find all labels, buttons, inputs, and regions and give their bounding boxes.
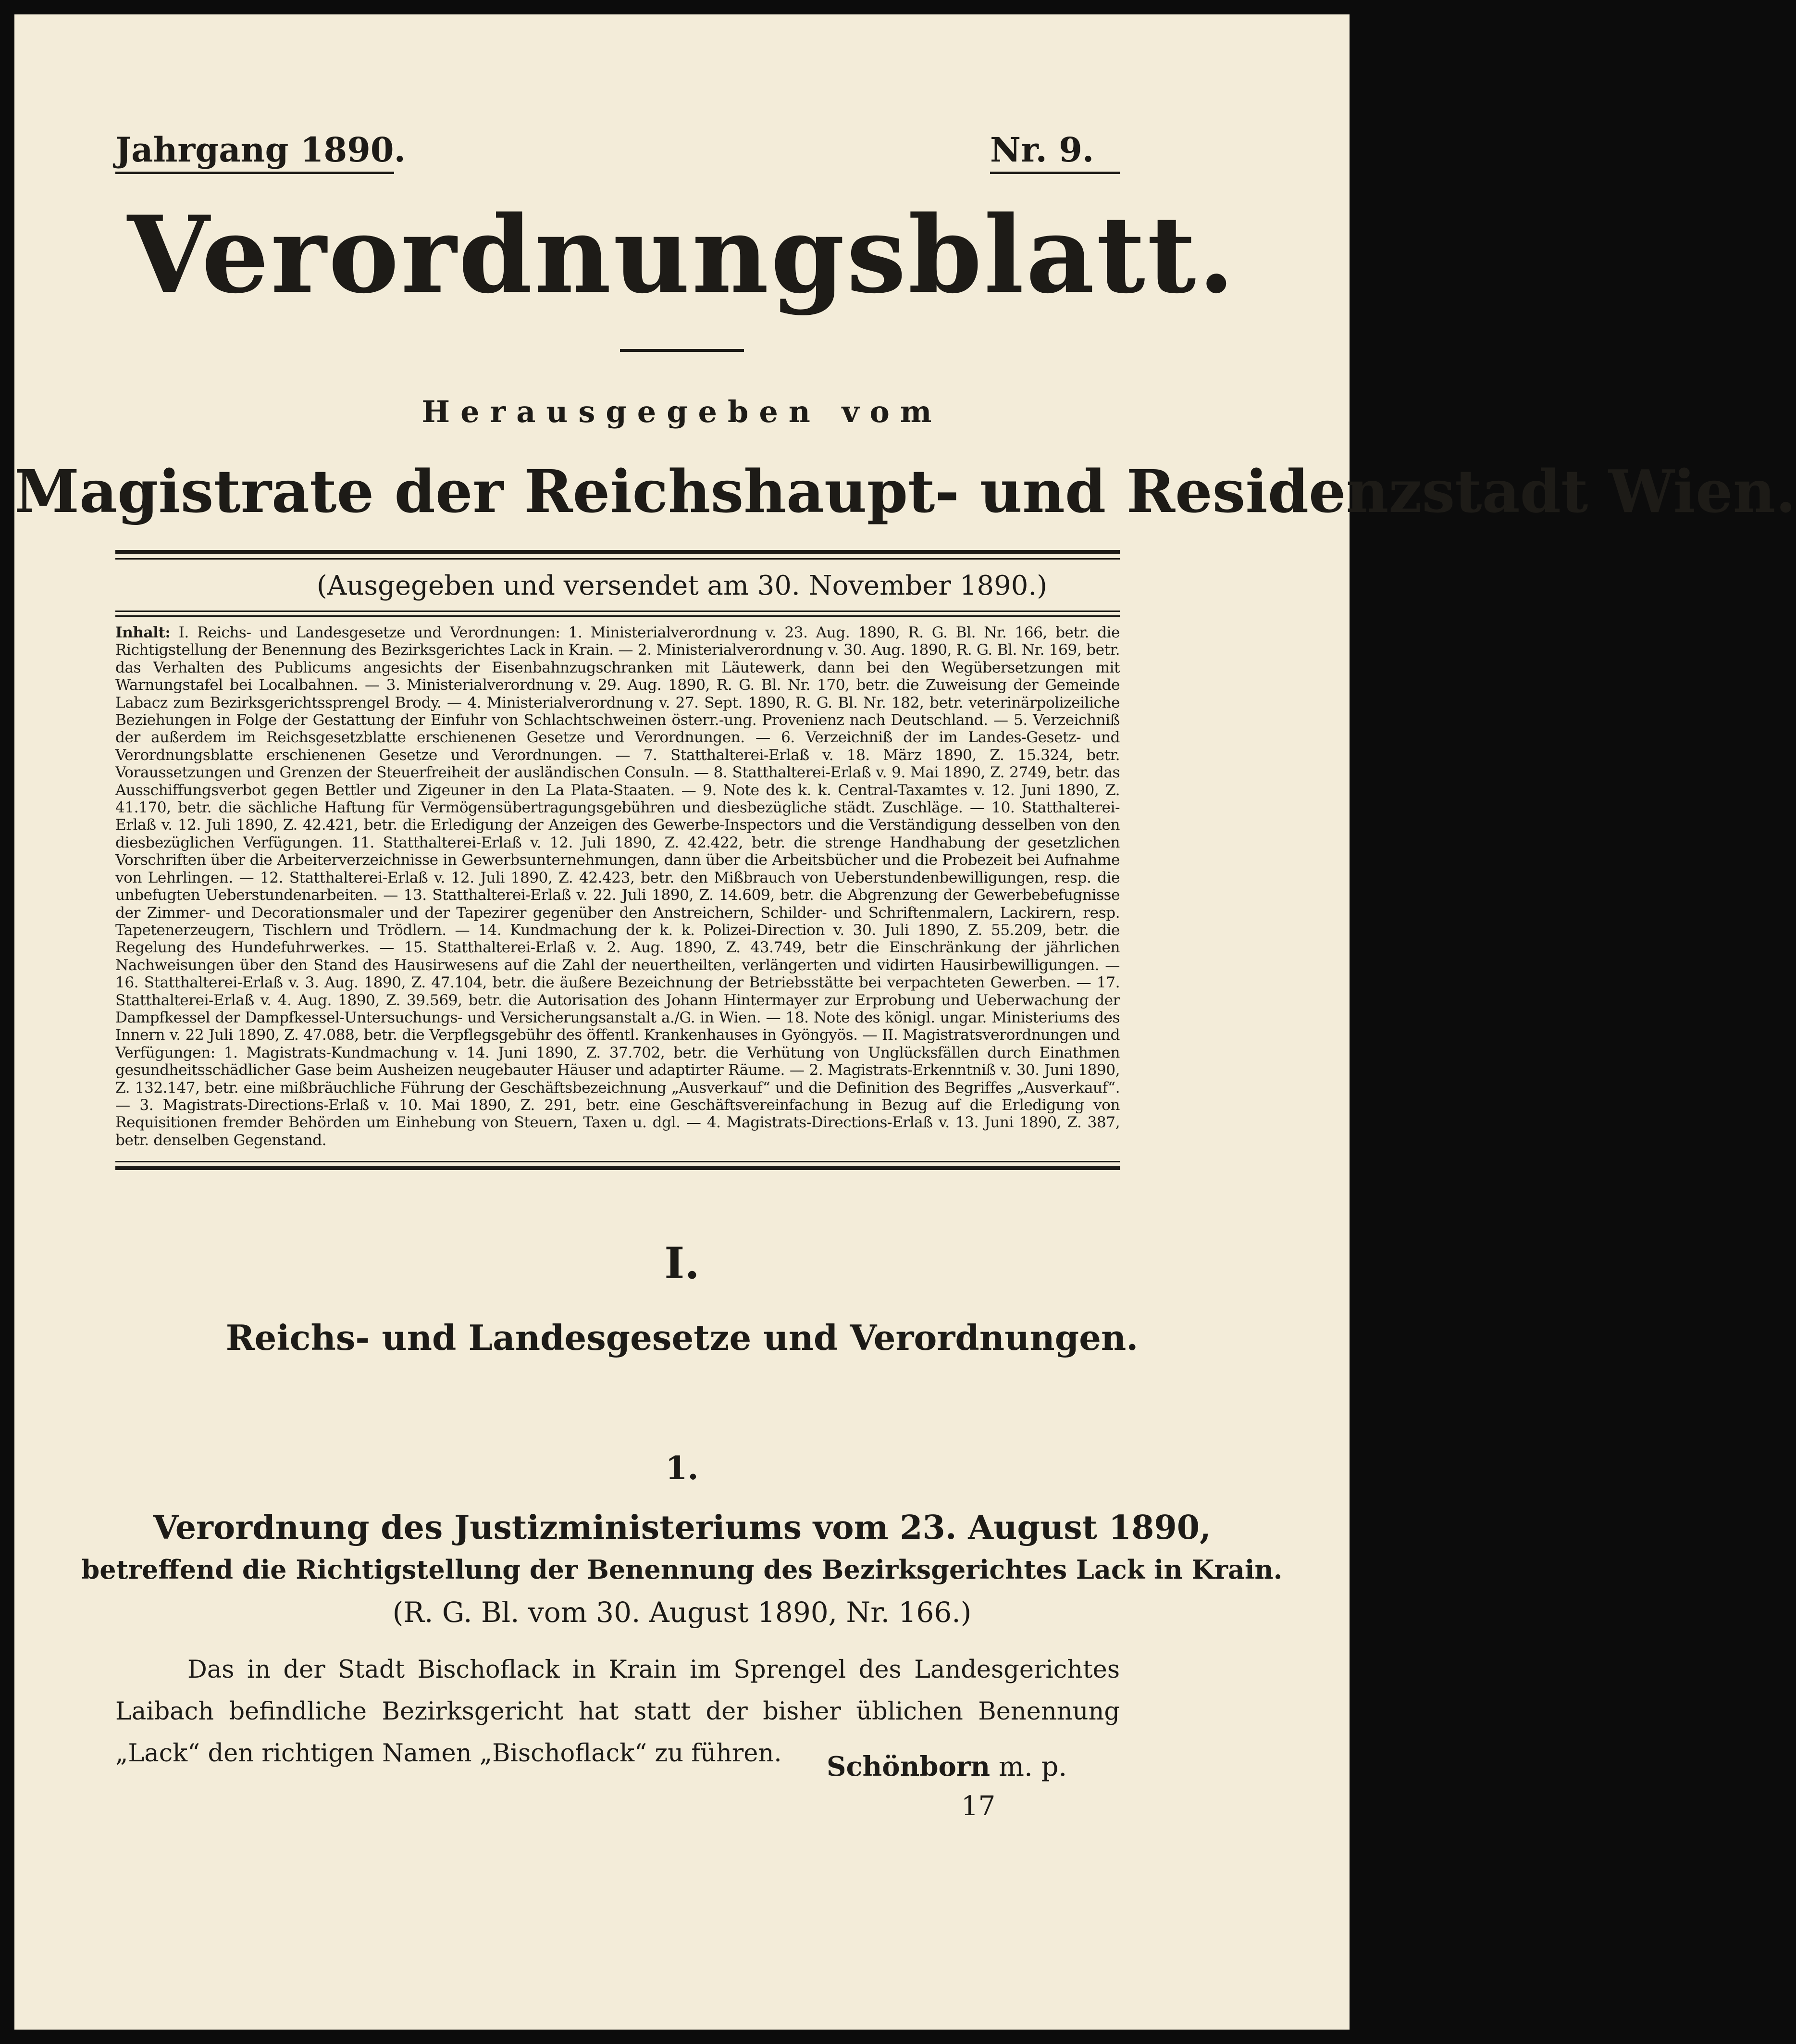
table-of-contents: [115, 624, 1120, 1153]
rule-top-thin: [115, 558, 1120, 560]
issue-number: Nr. 9.: [990, 130, 1120, 174]
ordinance-title: Verordnung des Justizministeriums vom 23. August 1890,: [153, 1508, 1211, 1547]
magistrate-name: Magistrate der Reichshaupt- und Residenzstadt Wien.: [14, 457, 1796, 526]
section-title: Reichs- und Landesgesetze und Verordnungen.: [225, 1317, 1139, 1358]
ordinance-number: 1.: [665, 1449, 699, 1487]
ordinance-reference: (R. G. Bl. vom 30. August 1890, Nr. 166.): [392, 1596, 972, 1629]
signature: [827, 1751, 1067, 1782]
contents-text: I. Reichs- und Landesgesetze und Verordnungen: 1. Ministerialverordnung v. 23. Aug. 1890, R. G. Bl. Nr. 166, betr. die Richtigstellung der Benennung des Bezirksgerichtes Lack in Krain. — 2. Ministerialverordnung v. 30. Aug. 1890, R. G. Bl. Nr. 169, betr. das Verhalten des Publicums angesichts der Eisenbahnzugschranken mit Läutewerk, dann bei den Wegübersetzungen mit Warnungstafel bei Localbahnen. — 3. Ministerialverordnung v. 29. Aug. 1890, R. G. Bl. Nr. 170, betr. die Zuweisung der Gemeinde Labacz zum Bezirksgerichtssprengel Brody. — 4. Ministerialverordnung v. 27. Sept. 1890, R. G. Bl. Nr. 182, betr. veterinärpolizeiliche Beziehungen in Folge der Gestattung der Einfuhr von Schlachtschweinen österr.-ung. Provenienz nach Deutschland. — 5. Verzeichniß der außerdem im Reichsgesetzblatte erschienenen Gesetze und Verordnungen. — 6. Verzeichniß der im Landes-Gesetz- und Verordnungsblatte erschienenen Gesetze und Verordnungen. — 7. Statthalterei-Erlaß v. 18. März 1890, Z. 15.324, betr. Voraussetzungen und Grenzen der Steuerfreiheit der ausländischen Consuln. — 8. Statthalterei-Erlaß v. 9. Mai 1890, Z. 2749, betr. das Ausschiffungsverbot gegen Bettler und Zigeuner in den La Plata-Staaten. — 9. Note des k. k. Central-Taxamtes v. 12. Juni 1890, Z. 41.170, betr. die sächliche Haftung für Vermögensübertragungsgebühren und diesbezügliche städt. Zuschläge. — 10. Statthalterei-Erlaß v. 12. Juli 1890, Z. 42.421, betr. die Erledigung der Anzeigen des Gewerbe-Inspectors und die Verständigung desselben von den diesbezüglichen Verfügungen. 11. Statthalterei-Erlaß v. 12. Juli 1890, Z. 42.422, betr. die strenge Handhabung der gesetzlichen Vorschriften über die Arbeiterverzeichnisse in Gewerbsunternehmungen, dann über die Arbeitsbücher und die Probezeit bei Aufnahme von Lehrlingen. — 12. Statthalterei-Erlaß v. 12. Juli 1890, Z. 42.423, betr. den Mißbrauch von Ueberstundenbewilligungen, resp. die unbefugten Ueberstundenarbeiten. — 13. Statthalterei-Erlaß v. 22. Juli 1890, Z. 14.609, betr. die Abgrenzung der Gewerbebefugnisse der Zimmer- und Decorationsmaler und der Tapezirer gegenüber den Anstreichern, Schilder- und Schriftenmalern, Lackirern, resp. Tapetenerzeugern, Tischlern und Trödlern. — 14. Kundmachung der k. k. Polizei-Direction v. 30. Juli 1890, Z. 55.209, betr. die Regelung des Hundefuhrwerkes. — 15. Statthalterei-Erlaß v. 2. Aug. 1890, Z. 43.749, betr die Einschränkung der jährlichen Nachweisungen über den Stand des Hausirwesens auf die Zahl der neuertheilten, verlängerten und vidirten Hausirbewilligungen. — 16. Statthalterei-Erlaß v. 3. Aug. 1890, Z. 47.104, betr. die äußere Bezeichnung der Betriebsstätte bei verpachteten Gewerben. — 17. Statthalterei-Erlaß v. 4. Aug. 1890, Z. 39.569, betr. die Autorisation des Johann Hintermayer zur Erprobung und Ueberwachung der Dampfkessel der Dampfkessel-Untersuchungs- und Versicherungsanstalt a./G. in Wien. — 18. Note des königl. ungar. Ministeriums des Innern v. 22 Juli 1890, Z. 47.088, betr. die Verpflegsgebühr des öffentl. Krankenhauses in Gyöngyös. — II. Magistratsverordnungen und Verfügungen: 1. Magistrats-Kundmachung v. 14. Juni 1890, Z. 37.702, betr. die Verhütung von Unglücksfällen durch Einathmen gesundheitsschädlicher Gase beim Ausheizen neugebauter Häuser und adaptirter Räume. — 2. Magistrats-Erkenntniß v. 30. Juni 1890, Z. 132.147, betr. eine mißbräuchliche Führung der Geschäftsbezeichnung „Ausverkauf“ und die Definition des Begriffes „Ausverkauf“. — 3. Magistrats-Directions-Erlaß v. 10. Mai 1890, Z. 291, betr. eine Geschäftsvereinfachung in Bezug auf die Erledigung von Requisitionen fremder Behörden um Einhebung von Steuern, Taxen u. dgl. — 4. Magistrats-Directions-Erlaß v. 13. Juni 1890, Z. 387, betr. denselben Gegenstand.: [115, 624, 1120, 1149]
section-number: I.: [664, 1238, 700, 1289]
contents-label: Inhalt:: [115, 624, 171, 641]
rule-contents-bottom-thick: [115, 1166, 1120, 1170]
ordinance-body: Das in der Stadt Bischoflack in Krain im Sprengel des Landesgerichtes Laibach befindliche Bezirksgericht hat statt der bisher üblichen Benennung „Lack“ den richtigen Namen „Bischoflack“ zu führen.: [115, 1656, 1120, 1768]
publisher-line: Herausgegeben vom: [421, 394, 942, 429]
rule-contents-top-2: [115, 615, 1120, 617]
issue-date: (Ausgegeben und versendet am 30. November 1890.): [317, 570, 1047, 601]
document-page: [14, 14, 1796, 2030]
volume-year: Jahrgang 1890.: [115, 130, 394, 174]
rule-contents-top: [115, 611, 1120, 612]
signature-suffix: m. p.: [998, 1751, 1067, 1782]
title-divider: [620, 349, 744, 352]
rule-top: [115, 550, 1120, 554]
ordinance-subtitle: betreffend die Richtigstellung der Benennung des Bezirksgerichtes Lack in Krain.: [81, 1554, 1283, 1585]
signature-name: Schönborn: [827, 1751, 991, 1782]
page-number: 17: [961, 1791, 996, 1822]
journal-title: Verordnungsblatt.: [127, 192, 1237, 317]
rule-contents-bottom: [115, 1161, 1120, 1162]
